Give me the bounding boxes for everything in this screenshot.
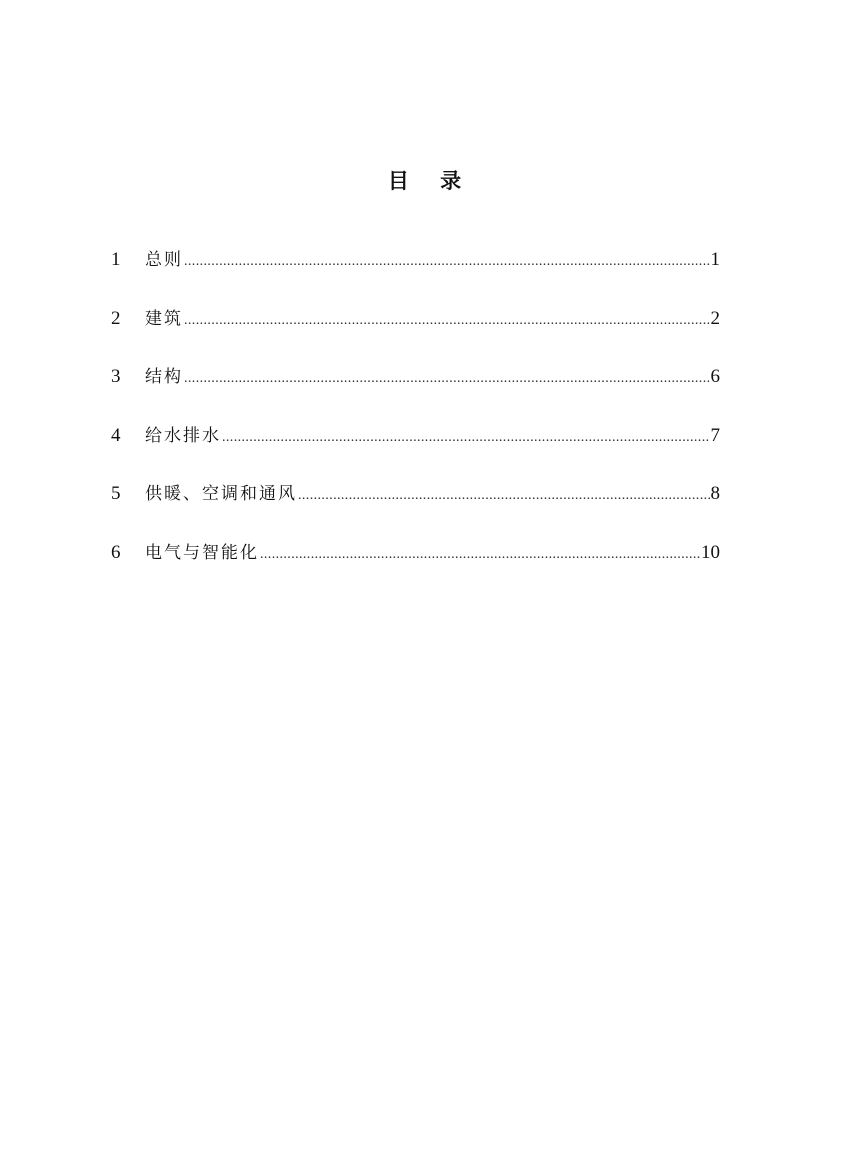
dot-leader [260, 542, 700, 568]
dot-leader [222, 425, 710, 451]
dot-leader [184, 366, 710, 392]
toc-entry-label: 结构 [145, 367, 183, 388]
toc-entry-page: 10 [701, 541, 720, 563]
toc-entry-label: 电气与智能化 [145, 542, 259, 563]
toc-entry-number: 2 [111, 307, 121, 329]
dot-leader [184, 308, 710, 334]
toc-entry-label: 给水排水 [145, 425, 221, 446]
toc-entry-number: 6 [111, 541, 121, 563]
table-of-contents [111, 247, 720, 599]
toc-entry-page: 6 [710, 366, 720, 388]
toc-entry-number: 3 [111, 366, 121, 388]
toc-entry-hvac[interactable] [111, 481, 720, 540]
dot-leader [298, 483, 710, 509]
toc-entry-structure[interactable] [111, 364, 720, 423]
toc-entry-general[interactable] [111, 247, 720, 306]
dot-leader [184, 249, 710, 275]
toc-entry-architecture[interactable] [111, 306, 720, 365]
toc-entry-number: 5 [111, 483, 121, 505]
toc-entry-electrical-intelligent[interactable] [111, 540, 720, 599]
toc-entry-page: 2 [710, 307, 720, 329]
toc-entry-page: 1 [710, 249, 720, 270]
toc-entry-number: 1 [111, 249, 121, 270]
toc-entry-page: 8 [710, 483, 720, 505]
toc-entry-label: 供暖、空调和通风 [145, 484, 297, 505]
toc-entry-number: 4 [111, 424, 121, 446]
toc-title: 目 录 [387, 169, 474, 193]
toc-entry-label: 建筑 [145, 308, 183, 329]
toc-entry-label: 总则 [145, 250, 183, 270]
toc-entry-page: 7 [710, 424, 720, 446]
toc-entry-water-supply-drainage[interactable] [111, 423, 720, 482]
